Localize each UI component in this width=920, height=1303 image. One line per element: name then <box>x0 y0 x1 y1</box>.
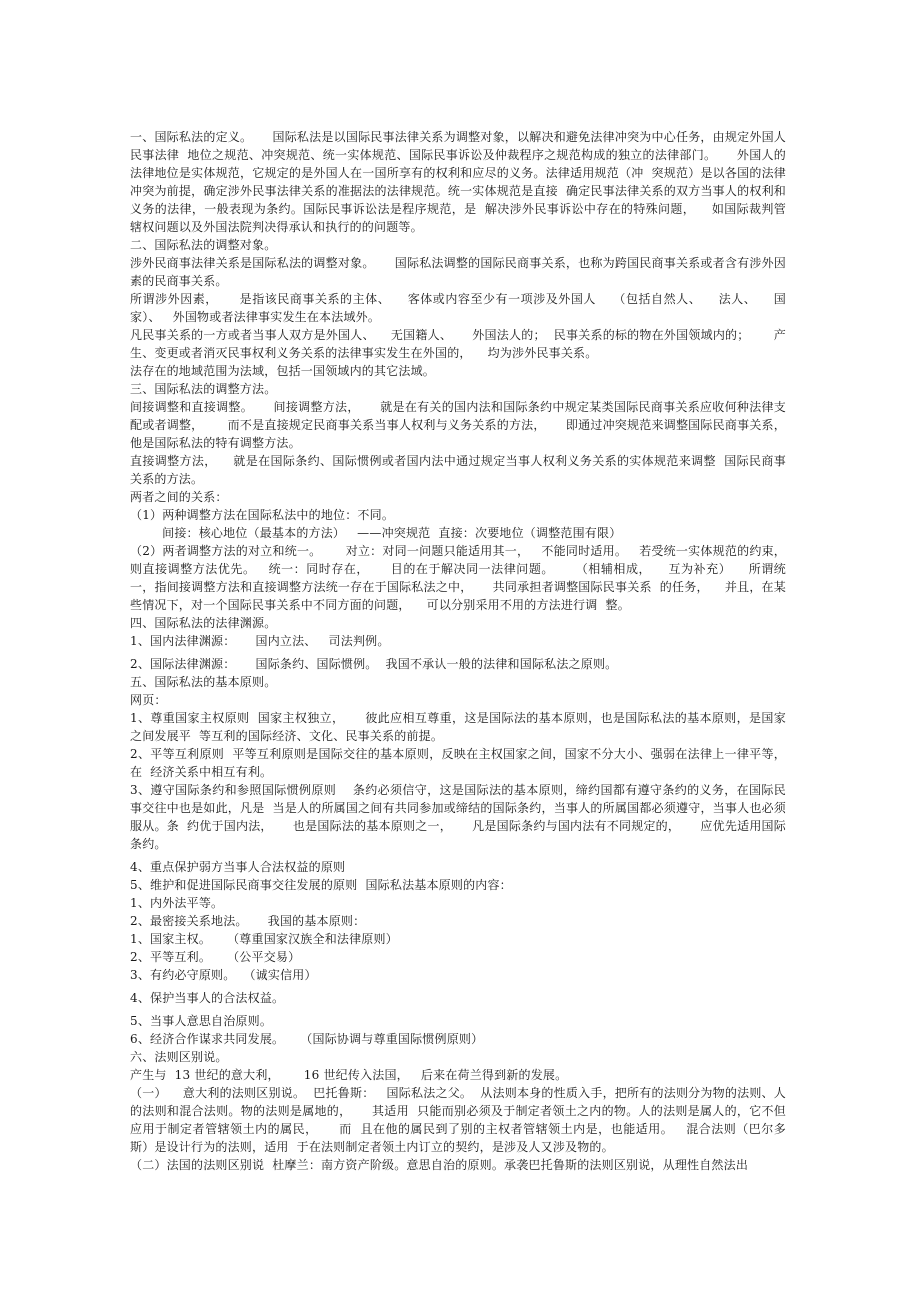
paragraph: 涉外民商事法律关系是国际私法的调整对象。 国际私法调整的国际民商事关系，也称为跨国民商事关系或者含有涉外因素的民商事关系。 <box>130 256 786 288</box>
label: 网页： <box>130 693 167 707</box>
document-body <box>130 128 803 1174</box>
heading-section-3: 三、国际私法的调整方法。 <box>130 382 277 396</box>
list-item: 2、平等互利。 （公平交易） <box>130 950 301 964</box>
list-item: 2、国际法律渊源： 国际条约、国际惯例。 我国不承认一般的法律和国际私法之原则。 <box>130 657 618 671</box>
list-item: 1、国内法律渊源： 国内立法、 司法判例。 <box>130 634 390 648</box>
heading-section-2: 二、国际私法的调整对象。 <box>130 238 277 252</box>
list-item: 1、内外法平等。 <box>130 896 224 910</box>
list-item: 2、平等互利原则 平等互利原则是国际交往的基本原则，反映在主权国家之间，国家不分大小、强弱在法律上一律平等，在 经济关系中相互有利。 <box>130 747 786 779</box>
paragraph: 产生与 13 世纪的意大利， 16 世纪传入法国， 后来在荷兰得到新的发展。 <box>130 1068 568 1082</box>
paragraph: 所谓涉外因素， 是指该民商事关系的主体、 客体或内容至少有一项涉及外国人 （包括自然人、 法人、 国家）、 外国物或者法律事实发生在本法域外。 <box>130 292 786 324</box>
paragraph: （一） 意大利的法则区别说。 巴托鲁斯： 国际私法之父。 从法则本身的性质入手，把所有的法则分为物的法则、人的法则和混合法则。物的法则是属地的， 其适用 只能而别必须及于制定者领土之内的物。人的法则是属人的，它不但应用于制定者管辖领土内的属民， 而 且在他的属民到了别的主权者管辖领土内是，也能适用。 混合法则（巴尔多斯）是设计行为的法则，适用 于在法则制定者领土内订立的契约，是涉及人又涉及物的。 <box>130 1086 786 1154</box>
list-item: 5、当事人意思自治原则。 <box>130 1014 273 1028</box>
heading-section-5: 五、国际私法的基本原则。 <box>130 675 277 689</box>
list-item: 5、维护和促进国际民商事交往发展的原则 国际私法基本原则的内容： <box>130 878 512 892</box>
list-item: 6、经济合作谋求共同发展。 （国际协调与尊重国际惯例原则） <box>130 1032 484 1046</box>
paragraph: 间接调整和直接调整。 间接调整方法， 就是在有关的国内法和国际条约中规定某类国际民商事关系应收何种法律支配或者调整， 而不是直接规定民商事关系当事人权利与义务关系的方法， 即通过冲突规范来调整国际民商事关系， 他是国际私法的特有调整方法。 <box>130 400 803 450</box>
heading-section-4: 四、国际私法的法律渊源。 <box>130 616 277 630</box>
paragraph: 凡民事关系的一方或者当事人双方是外国人、 无国籍人、 外国法人的； 民事关系的标的物在外国领域内的； 产生、变更或者消灭民事权利义务关系的法律事实发生在外国的， 均为涉外民事关系。 <box>130 328 786 360</box>
paragraph: （二）法国的法则区别说 杜摩兰：南方资产阶级。意思自治的原则。承袭巴托鲁斯的法则区别说，从理性自然法出 <box>130 1158 749 1172</box>
list-item: 4、重点保护弱方当事人合法权益的原则 <box>130 860 346 874</box>
paragraph: 法存在的地域范围为法域，包括一国领域内的其它法域。 <box>130 364 436 378</box>
list-item: 间接：核心地位（最基本的方法） ——冲突规范 直接：次要地位（调整范围有限） <box>130 526 622 540</box>
heading-section-6: 六、法则区别说。 <box>130 1050 228 1064</box>
list-item: （1）两种调整方法在国际私法中的地位：不同。 <box>130 508 395 522</box>
list-item: 4、保护当事人的合法权益。 <box>130 991 285 1005</box>
paragraph: 直接调整方法， 就是在国际条约、国际惯例或者国内法中通过规定当事人权利义务关系的实体规范来调整 国际民商事关系的方法。 <box>130 454 786 486</box>
list-item: 1、国家主权。 （尊重国家汉族全和法律原则） <box>130 932 398 946</box>
paragraph: 两者之间的关系： <box>130 490 228 504</box>
list-item: 2、最密接关系地法。 我国的基本原则： <box>130 914 366 928</box>
list-item: 3、遵守国际条约和参照国际惯例原则 条约必须信守，这是国际法的基本原则，缔约国都有遵守条约的义务，在国际民事交往中也是如此，凡是 当是人的所属国之间有共同参加或缔结的国际条约，当事人的所属国都必须遵守，当事人也必须服从。条 约优于国内法， 也是国际法的基本原则之一， 凡是国际条约与国内法有不同规定的， 应优先适用国际条约。 <box>130 783 786 851</box>
list-item: （2）两者调整方法的对立和统一。 对立：对同一问题只能适用其一， 不能同时适用。 若受统一实体规范的约束，则直接调整方法优先。 统一：同时存在， 目的在于解决同一法律问题。 （相辅相成， 互为补充） 所谓统一，指间接调整方法和直接调整方法统一存在于国际私法之中， 共同承担者调整国际民事关系 的任务， 并且，在某些情况下，对一个国际民事关系中不同方面的问题， 可以分别采用不用的方法进行调 整。 <box>130 544 786 612</box>
list-item: 3、有约必守原则。 （诚实信用） <box>130 968 317 982</box>
list-item: 1、尊重国家主权原则 国家主权独立， 彼此应相互尊重，这是国际法的基本原则，也是国际私法的基本原则，是国家之间发展平 等互利的国际经济、文化、民事关系的前提。 <box>130 711 786 743</box>
paragraph-definition: 一、国际私法的定义。 国际私法是以国际民事法律关系为调整对象，以解决和避免法律冲突为中心任务，由规定外国人民事法律 地位之规范、冲突规范、统一实体规范、国际民事诉讼及仲裁程序之规范构成的独立的法律部门。 外国人的法律地位是实体规范，它规定的是外国人在一国所享有的权利和应尽的义务。法律适用规范（冲 突规范）是以各国的法律冲突为前提，确定涉外民事法律关系的准据法的法律规范。统一实体规范是直接 确定民事法律关系的双方当事人的权利和义务的法律，一般表现为条约。国际民事诉讼法是程序规范，是 解决涉外民事诉讼中存在的特殊问题， 如国际裁判管辖权问题以及外国法院判决得承认和执行的的问题等。 <box>130 130 786 234</box>
